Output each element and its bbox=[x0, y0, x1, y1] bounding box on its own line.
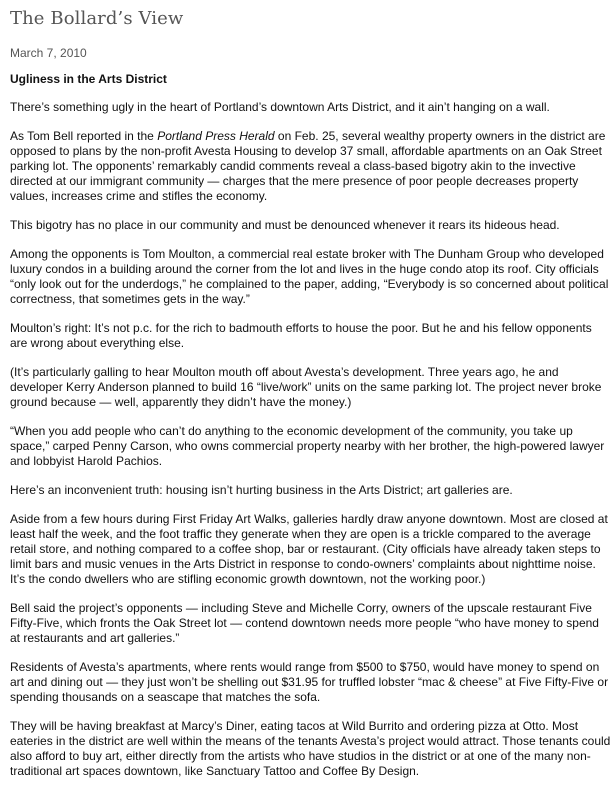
post-body bbox=[10, 100, 612, 779]
paragraph-5: Moulton’s right: It’s not p.c. for the rich to badmouth efforts to house the poor. But he and his fellow opponents are wrong about everything else. bbox=[10, 321, 592, 350]
paragraph-6: (It’s particularly galling to hear Moulton mouth off about Avesta’s development. Three years ago, he and developer Kerry Anderson planned to build 16 “live/work” units on the same parking lot. The project never broke ground because — well, apparently they didn’t have the money.) bbox=[10, 365, 602, 409]
paragraph-11: Residents of Avesta’s apartments, where rents would range from $500 to $750, would have money to spend on art and dining out — they just won’t be shelling out $31.95 for truffled lobster “mac & cheese” at Five Fifty-Five or spending thousands on a seascape that matches the sofa. bbox=[10, 660, 609, 704]
paragraph-7: “When you add people who can’t do anything to the economic development of the community, you take up space,” carped Penny Carson, who owns commercial property nearby with her brother, the high-powered lawyer and lobbyist Harold Pachios. bbox=[10, 424, 605, 468]
paragraph-8: Here’s an inconvenient truth: housing isn’t hurting business in the Arts District; art galleries are. bbox=[10, 483, 513, 497]
paragraph-2-start: As Tom Bell reported in the bbox=[10, 129, 158, 143]
post-title[interactable]: Ugliness in the Arts District bbox=[10, 72, 167, 86]
paragraph-10: Bell said the project’s opponents — including Steve and Michelle Corry, owners of the upscale restaurant Five Fifty-Five, which fronts the Oak Street lot — contend downtown needs more people “who have money to spend at restaurants and art galleries.” bbox=[10, 601, 599, 645]
paragraph-3: This bigotry has no place in our community and must be denounced whenever it rears its hideous head. bbox=[10, 218, 560, 232]
paragraph-12: They will be having breakfast at Marcy’s Diner, eating tacos at Wild Burrito and ordering pizza at Otto. Most eateries in the district are well within the means of the tenants Avesta’s project would attract. Those tenants could also afford to buy art, either directly from the artists who have studios in the district or at one of the many non-traditional art spaces downtown, like Sanctuary Tattoo and Coffee By Design. bbox=[10, 719, 611, 778]
paragraph-2-end: on Feb. 25, several wealthy property owners in the district are opposed to plans by the non-profit Avesta Housing to develop 37 small, affordable apartments on an Oak Street parking lot. The opponents’ remarkably candid comments reveal a class-based bigotry akin to the invective directed at our immigrant community — charges that the mere presence of poor people decreases property values, increases crime and stifles the economy. bbox=[10, 129, 606, 203]
blog-title[interactable]: The Bollard’s View bbox=[10, 8, 184, 29]
paragraph-4: Among the opponents is Tom Moulton, a commercial real estate broker with The Dunham Group who developed luxury condos in a building around the corner from the lot and lives in the huge condo atop its roof. City officials “only look out for the underdogs,” he complained to the paper, adding, “Everybody is so concerned about political correctness, that sometimes gets in the way.” bbox=[10, 247, 609, 306]
paragraph-9: Aside from a few hours during First Friday Art Walks, galleries hardly draw anyone downtown. Most are closed at least half the week, and the foot traffic they generate when they are open is a trickle compared to the average retail store, and nothing compared to a coffee shop, bar or restaurant. (City officials have already taken steps to limit bars and music venues in the Arts District in response to condo-owners’ complaints about nighttime noise. It’s the condo dwellers who are stifling economic growth downtown, not the working poor.) bbox=[10, 512, 608, 586]
publication-name: Portland Press Herald bbox=[157, 129, 275, 143]
paragraph-2 bbox=[10, 129, 612, 204]
blog-page bbox=[10, 8, 612, 793]
paragraph-1: There’s something ugly in the heart of Portland’s downtown Arts District, and it ain’t hanging on a wall. bbox=[10, 100, 550, 114]
post-date: March 7, 2010 bbox=[10, 46, 87, 60]
